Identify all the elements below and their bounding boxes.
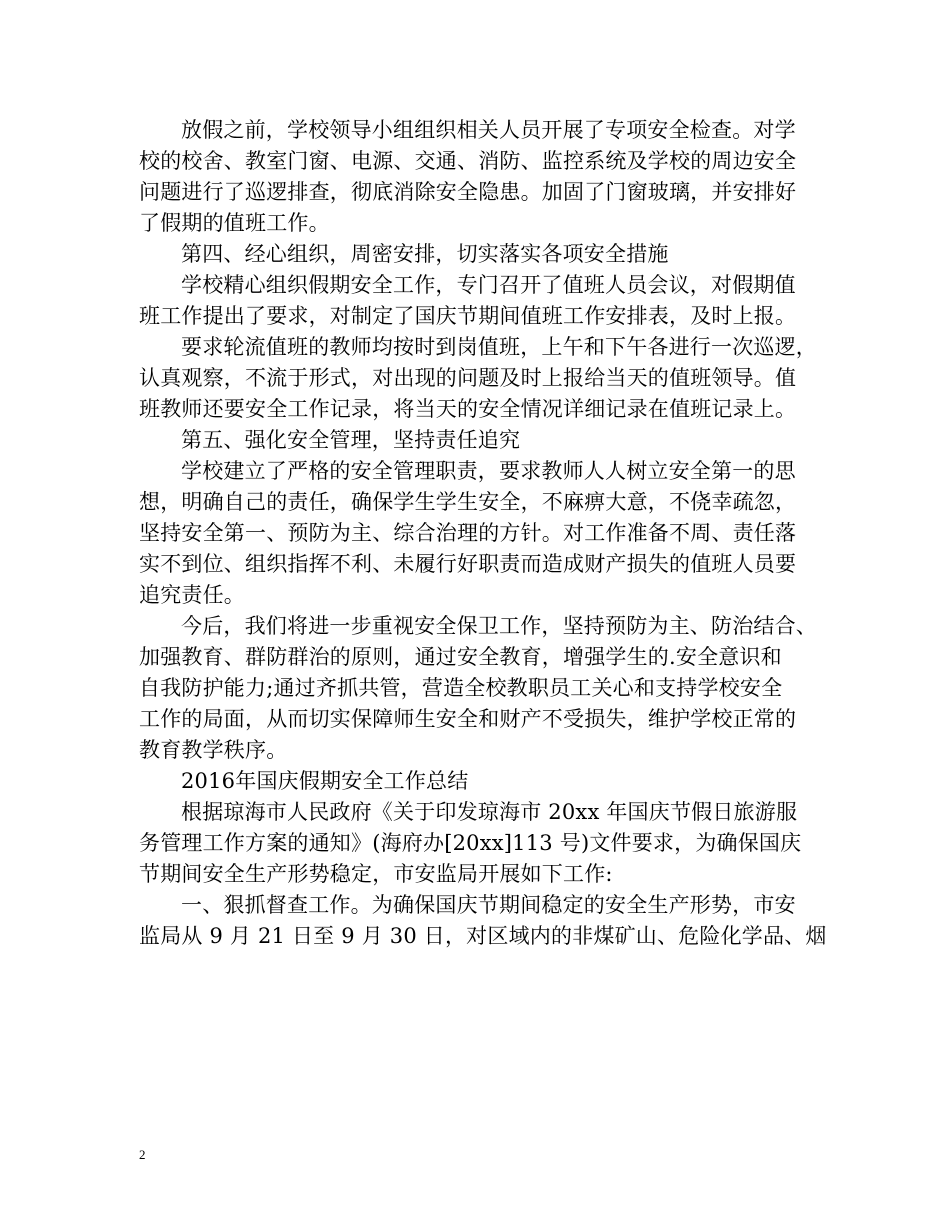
text-line: 工作的局面，从而切实保障师生安全和财产不受损失，维护学校正常的 bbox=[139, 707, 797, 731]
text-line: 2016年国庆假期安全工作总结 bbox=[181, 769, 469, 793]
text-line: 学校建立了严格的安全管理职责，要求教师人人树立安全第一的思 bbox=[181, 459, 796, 483]
text-line: 自我防护能力;通过齐抓共管，营造全校教职员工关心和支持学校安全 bbox=[139, 676, 783, 700]
text-line: 学校精心组织假期安全工作，专门召开了值班人员会议，对假期值 bbox=[181, 273, 796, 297]
text-line: 坚持安全第一、预防为主、综合治理的方针。对工作准备不周、责任落 bbox=[139, 521, 797, 545]
text-line: 实不到位、组织指挥不利、未履行好职责而造成财产损失的值班人员要 bbox=[139, 552, 797, 576]
text-line: 认真观察，不流于形式，对出现的问题及时上报给当天的值班领导。值 bbox=[139, 366, 797, 390]
text-line: 班工作提出了要求，对制定了国庆节期间值班工作安排表，及时上报。 bbox=[139, 304, 797, 328]
text-line: 要求轮流值班的教师均按时到岗值班，上午和下午各进行一次巡逻， bbox=[181, 335, 817, 359]
text-line: 班教师还要安全工作记录，将当天的安全情况详细记录在值班记录上。 bbox=[139, 397, 797, 421]
text-line: 问题进行了巡逻排查，彻底消除安全隐患。加固了门窗玻璃，并安排好 bbox=[139, 180, 797, 204]
text-line: 一、狠抓督查工作。为确保国庆节期间稳定的安全生产形势，市安 bbox=[181, 893, 796, 917]
text-line: 今后，我们将进一步重视安全保卫工作，坚持预防为主、防治结合、 bbox=[181, 614, 817, 638]
text-line: 务管理工作方案的通知》(海府办[20xx]113 号)文件要求，为确保国庆 bbox=[139, 831, 802, 855]
text-line: 放假之前，学校领导小组组织相关人员开展了专项安全检查。对学 bbox=[181, 118, 796, 142]
page-number: 2 bbox=[139, 1147, 146, 1162]
text-line: 根据琼海市人民政府《关于印发琼海市 20xx 年国庆节假日旅游服 bbox=[181, 800, 798, 824]
text-line: 了假期的值班工作。 bbox=[139, 211, 330, 235]
text-line: 追究责任。 bbox=[139, 583, 245, 607]
text-line: 教育教学秩序。 bbox=[139, 738, 288, 762]
text-line: 校的校舍、教室门窗、电源、交通、消防、监控系统及学校的周边安全 bbox=[139, 149, 797, 173]
text-line: 第四、经心组织，周密安排，切实落实各项安全措施 bbox=[181, 242, 669, 266]
text-line: 第五、强化安全管理，坚持责任追究 bbox=[181, 428, 521, 452]
text-line: 想，明确自己的责任，确保学生学生安全，不麻痹大意，不侥幸疏忽， bbox=[139, 490, 797, 514]
text-line: 加强教育、群防群治的原则，通过安全教育，增强学生的.安全意识和 bbox=[139, 645, 782, 669]
text-line: 节期间安全生产形势稳定，市安监局开展如下工作: bbox=[139, 862, 613, 886]
document-body bbox=[139, 115, 827, 952]
text-line: 监局从 9 月 21 日至 9 月 30 日，对区域内的非煤矿山、危险化学品、烟 bbox=[139, 924, 827, 948]
